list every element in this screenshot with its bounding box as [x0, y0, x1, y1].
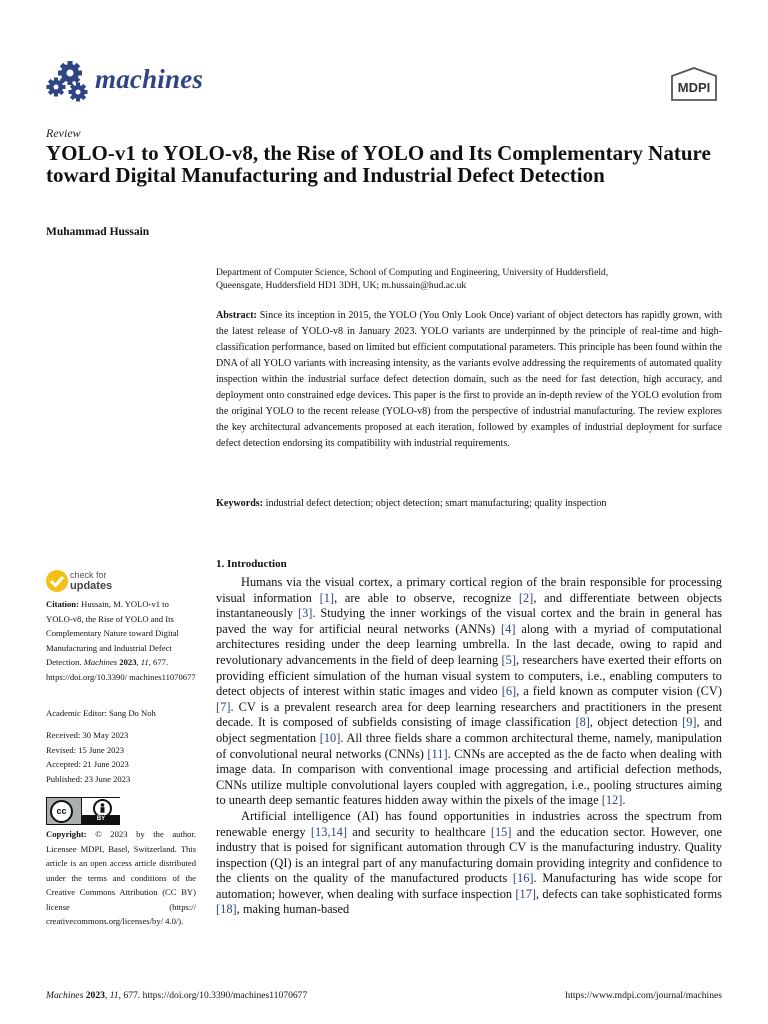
body-text-run: Artificial intelligence (AI) has found opportunities in industries across the spectrum from renewable energy — [216, 808, 722, 839]
reference-link[interactable]: [3] — [297, 606, 313, 621]
reference-link[interactable]: [11] — [427, 746, 448, 761]
body-text-run: , and differentiate between objects instantaneously — [216, 590, 722, 621]
date-received: Received: 30 May 2023 — [46, 730, 129, 740]
body-text-run: . CV is a prevalent research area for deep learning researchers and practitioners in the present decade. It is composed of subfields consisting of image classification — [216, 699, 722, 730]
reference-link[interactable]: [12] — [601, 793, 623, 808]
by-label: BY — [82, 815, 120, 824]
body-text-run: , object detection — [589, 715, 683, 730]
copyright-block — [46, 827, 196, 929]
keywords — [216, 497, 722, 511]
dates-block — [46, 728, 196, 786]
date-published: Published: 23 June 2023 — [46, 773, 131, 784]
cc-icon: cc — [50, 800, 73, 823]
reference-link[interactable]: [17] — [515, 886, 537, 901]
author-name[interactable]: Muhammad Hussain — [46, 226, 150, 238]
reference-link[interactable]: [2] — [518, 590, 534, 605]
paragraph — [216, 809, 722, 918]
article-type: Review — [46, 126, 81, 140]
reference-link[interactable]: [4] — [501, 621, 516, 636]
body-text-run: and security to healthcare — [347, 824, 491, 839]
footer-citation: Machines 2023, 11, 677. https://doi.org/10.3390/machines11070677 — [46, 990, 308, 1001]
date-accepted: Accepted: 21 June 2023 — [46, 759, 129, 769]
journal-name: machines — [95, 64, 204, 94]
body-text-run: . All three fields share a common architectural theme, namely, manipulation of convolutional neural networks (CNNs) — [216, 730, 722, 761]
body-text-run: and the education sector. However, one industry that is poised for significant automation through CV is the manufacturing industry. Quality inspection (QI) is an integral part of any manufacturing domain providing integrity and confidence to the clients on the quality of the manufactured products — [216, 824, 723, 886]
affiliation-line: Queensgate, Huddersfield HD1 3DH, UK; m.hussain@hud.ac.uk — [216, 280, 467, 291]
section-heading: 1. Introduction — [216, 558, 287, 570]
badge-text — [70, 570, 112, 592]
footer-journal-url[interactable]: https://www.mdpi.com/journal/machines — [565, 990, 722, 1001]
publisher-logo[interactable] — [666, 66, 722, 102]
reference-link[interactable]: [6] — [501, 684, 517, 699]
body-text-run: , are able to observe, recognize — [334, 590, 519, 605]
reference-link[interactable]: [7] — [216, 699, 231, 714]
reference-link[interactable]: [15] — [490, 824, 512, 839]
reference-link[interactable]: [16] — [512, 871, 534, 886]
keywords-label: Keywords: — [216, 498, 264, 509]
copyright-text: © 2023 by the author. Licensee MDPI, Basel, Switzerland. This article is an open access article distributed under the terms and conditions of the Creative Commons Attribution (CC BY) license (https:// creativecommons.org/licenses/by/ 4.0/). — [46, 829, 196, 926]
reference-link[interactable]: [9] — [682, 715, 697, 730]
citation-doi[interactable]: , 677. https://doi.org/10.3390/ machines11070677 — [46, 657, 196, 682]
citation-journal: Machines — [83, 657, 118, 667]
affiliation — [216, 266, 724, 292]
reference-link[interactable]: [18] — [216, 902, 237, 917]
body-text-run: , making human-based — [236, 902, 350, 917]
badge-line: check for — [70, 570, 107, 580]
reference-link[interactable]: [1] — [319, 590, 335, 605]
cc-by-panel — [81, 798, 120, 824]
body-text-run: Humans via the visual cortex, a primary cortical region of the brain responsible for processing visual information — [216, 575, 722, 605]
paragraph — [216, 575, 722, 809]
body-text-run: , researchers have exerted their efforts on providing efficient simulation of the human visual system to computers, i.e., enabling computers to detect objects of interest within static images and video — [216, 652, 722, 699]
abstract — [216, 308, 722, 452]
body-text-run: . — [622, 793, 626, 808]
academic-editor: Academic Editor: Sang Do Noh — [46, 708, 156, 718]
footer-volume: 11 — [109, 990, 119, 1001]
person-figure-icon — [95, 801, 110, 816]
body-text — [216, 575, 722, 918]
citation-label: Citation: — [46, 599, 79, 609]
footer-journal: Machines — [46, 990, 84, 1001]
body-text-run: along with a myriad of computational architectures residing under the deep learning umbrella. In the last decade, owing to rapid and revolutionary advancements in the field of deep learning — [216, 621, 722, 667]
abstract-text: Since its inception in 2015, the YOLO (You Only Look Once) variant of object detectors has rapidly grown, with the latest release of YOLO-v8 in January 2023. YOLO variants are underpinned by the principle of real-time and high-classification performance, based on limited but efficient computational parameters. This principle has been found within the DNA of all YOLO variants with increasing intensity, as the variants evolve addressing the requirements of automated quality inspection within the industrial surface defect detection domain, such as the need for fast detection, high accuracy, and deployment onto constrained edge devices. This paper is the first to provide an in-depth review of the YOLO evolution from the original YOLO to the recent release (YOLO-v8) from the perspective of industrial manufacturing. The review explores the key architectural advancements proposed at each iteration, followed by examples of industrial deployment for surface defect detection endorsing its compatibility with industrial requirements. — [216, 310, 722, 449]
cc-by-license-badge[interactable] — [46, 797, 120, 825]
check-for-updates-badge[interactable] — [46, 570, 146, 596]
reference-link[interactable]: [13,14] — [310, 824, 348, 839]
footer-year: 2023 — [85, 990, 105, 1001]
check-updates-icon — [46, 570, 68, 592]
body-text-run: , and object segmentation — [216, 715, 722, 745]
citation-volume: 11 — [140, 657, 149, 667]
reference-link[interactable]: [8] — [575, 715, 590, 730]
citation-text: Hussain, M. YOLO-v1 to YOLO-v8, the Rise of YOLO and Its Complementary Nature toward Digital Manufacturing and Industrial Defect Detection. — [46, 599, 179, 667]
footer-doi[interactable]: , 677. https://doi.org/10.3390/machines11070677 — [118, 990, 308, 1001]
reference-link[interactable]: [5] — [501, 652, 516, 667]
body-text-run: , a field known as computer vision (CV) — [516, 684, 722, 699]
keywords-text: industrial defect detection; object detection; smart manufacturing; quality inspection — [265, 498, 607, 509]
citation-block: Citation: Hussain, M. YOLO-v1 to YOLO-v8, the Rise of YOLO and Its Complementary Nature toward Digital Manufacturing and Industrial Defect Detection. Machines 2023, 11, 677. https://doi.org/10.3390/ machines11070677 — [46, 599, 196, 682]
affiliation-line: Department of Computer Science, School of Computing and Engineering, University of Huddersfield, — [216, 267, 609, 278]
body-text-run: . Manufacturing has wide scope for automation; however, when dealing with surface inspection — [216, 871, 722, 901]
citation-year: 2023 — [119, 657, 137, 667]
checkmark-icon — [46, 570, 68, 592]
date-revised: Revised: 15 June 2023 — [46, 744, 125, 755]
badge-line: updates — [70, 580, 113, 592]
gears-icon — [46, 58, 92, 104]
article-title: YOLO-v1 to YOLO-v8, the Rise of YOLO and Its Complementary Nature toward Digital Manufacturing and Industrial Defect Detection — [46, 141, 711, 187]
body-text-run: . CNNs are accepted as the de facto when dealing with image data. In comparison with conventional image processing and artificial defection methods, CNNs utilize multiple convolutional layers coupled with aggregation, i.e., pooling structures aiming to unearth deep semantic features hidden away within the pixels of the image — [216, 746, 722, 808]
publisher-name: MDPI — [677, 80, 711, 95]
body-text-run: . Studying the inner workings of the visual cortex and the brain in general has paved the way for artificial neural networks (ANNs) — [216, 606, 722, 636]
reference-link[interactable]: [10] — [319, 730, 341, 745]
copyright-label: Copyright: — [46, 829, 87, 839]
abstract-label: Abstract: — [216, 310, 257, 321]
body-text-run: , defects can take sophisticated forms — [536, 886, 722, 901]
